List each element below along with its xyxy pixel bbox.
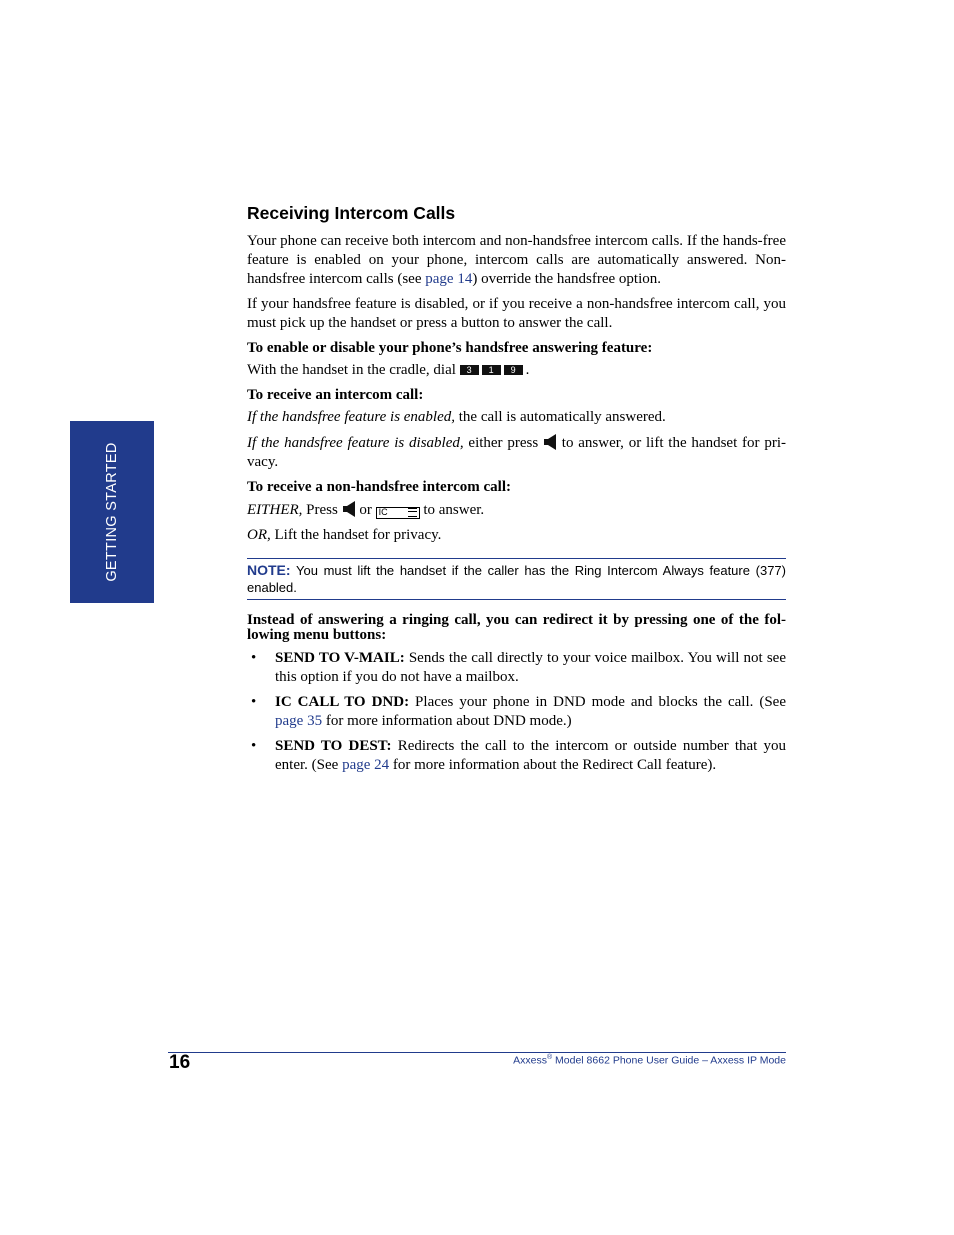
- proc-receive-heading: To receive an intercom call:: [247, 387, 424, 403]
- proc-receive-line1: [247, 408, 786, 427]
- dial-key-3: 3: [460, 365, 479, 375]
- note-text: You must lift the handset if the caller has the Ring Intercom Always feature (377) enabled.: [247, 563, 786, 595]
- dial-key-1: 1: [482, 365, 501, 375]
- proc-receive-line2: [247, 433, 786, 472]
- bullet-icon: •: [251, 650, 257, 666]
- bullet-icon: •: [251, 694, 257, 710]
- page-24-link[interactable]: page 24: [342, 757, 390, 773]
- intro-paragraph: [247, 232, 786, 289]
- option-text: Redirects the call to the intercom or outside number that you enter. (See: [275, 738, 786, 773]
- footer-title-text: Model 8662 Phone User Guide – Axxess IP Mode: [552, 1054, 786, 1067]
- list-item: [247, 649, 786, 687]
- page-14-link[interactable]: page 14: [425, 271, 473, 287]
- or-rest: Lift the handset for privacy.: [270, 527, 442, 543]
- dial-key-9: 9: [504, 365, 523, 375]
- option-text: Places your phone in DND mode and blocks the call. (See: [409, 694, 786, 710]
- option-text: Sends the call directly to your voice mailbox. You will not see this option if you do not have a mailbox.: [275, 650, 786, 685]
- either-label: EITHER,: [247, 502, 303, 518]
- footer-guide-title: [513, 1054, 786, 1067]
- line2-post: to answer, or lift the handset for pri-vacy.: [247, 435, 786, 470]
- intro-text-end: ) override the handsfree option.: [472, 271, 662, 287]
- side-tab: [70, 421, 154, 603]
- either-post: to answer.: [419, 502, 485, 518]
- ic-key-label: IC: [378, 507, 388, 517]
- option-text-end: for more information about DND mode.): [322, 713, 572, 729]
- page-35-link[interactable]: page 35: [275, 713, 323, 729]
- intro-text: Your phone can receive both intercom and non-handsfree intercom calls. If the hands-free feature is enabled on your phone, intercom calls are automatically answered. Non-handsfree intercom calls (see: [247, 233, 786, 287]
- condition-disabled: If the handsfree feature is disabled,: [247, 435, 464, 451]
- or-label: OR,: [247, 527, 271, 543]
- proc-nonhandsfree-heading: To receive a non-handsfree intercom call:: [247, 479, 511, 495]
- speaker-icon: [342, 500, 356, 518]
- line2-pre: either press: [463, 435, 543, 451]
- line1-rest: the call is automatically answered.: [455, 409, 666, 425]
- option-text-end: for more information about the Redirect Call feature).: [389, 757, 717, 773]
- note-label: NOTE:: [247, 562, 291, 578]
- speaker-icon: [543, 433, 557, 451]
- option-label: SEND TO V-MAIL:: [275, 650, 405, 666]
- note-box: [247, 558, 786, 600]
- proc-nonhandsfree-or: [247, 526, 786, 545]
- bullet-icon: •: [251, 738, 257, 754]
- section-title: Receiving Intercom Calls: [247, 203, 456, 223]
- option-label: IC CALL TO DND:: [275, 694, 410, 710]
- handsfree-paragraph: If your handsfree feature is disabled, or if you receive a non-handsfree intercom call, you must pick up the handset or press a button to answer the call.: [247, 296, 786, 331]
- registered-mark: ®: [546, 1054, 553, 1061]
- proc-enable-text: With the handset in the cradle, dial: [247, 362, 456, 378]
- page-number: 16: [169, 1052, 191, 1073]
- period: .: [525, 362, 530, 378]
- ic-key-icon: [376, 507, 420, 519]
- main-content: [247, 203, 786, 781]
- list-item: [247, 737, 786, 775]
- proc-enable-heading: To enable or disable your phone’s handsfree answering feature:: [247, 340, 653, 356]
- either-or: or: [355, 502, 376, 518]
- side-tab-label: GETTING STARTED: [104, 442, 120, 582]
- proc-nonhandsfree-either: [247, 500, 786, 520]
- list-item: [247, 693, 786, 731]
- option-label: SEND TO DEST:: [275, 738, 392, 754]
- redirect-options-list: [247, 649, 786, 775]
- ic-key-bars-icon: [408, 508, 417, 517]
- footer-brand: Axxess: [513, 1054, 547, 1067]
- footer-divider: [168, 1052, 786, 1053]
- redirect-intro: Instead of answering a ringing call, you can redirect it by pressing one of the fol-lowing menu buttons:: [247, 612, 786, 643]
- condition-enabled: If the handsfree feature is enabled,: [247, 409, 456, 425]
- proc-enable-step: [247, 361, 786, 380]
- either-pre: Press: [302, 502, 342, 518]
